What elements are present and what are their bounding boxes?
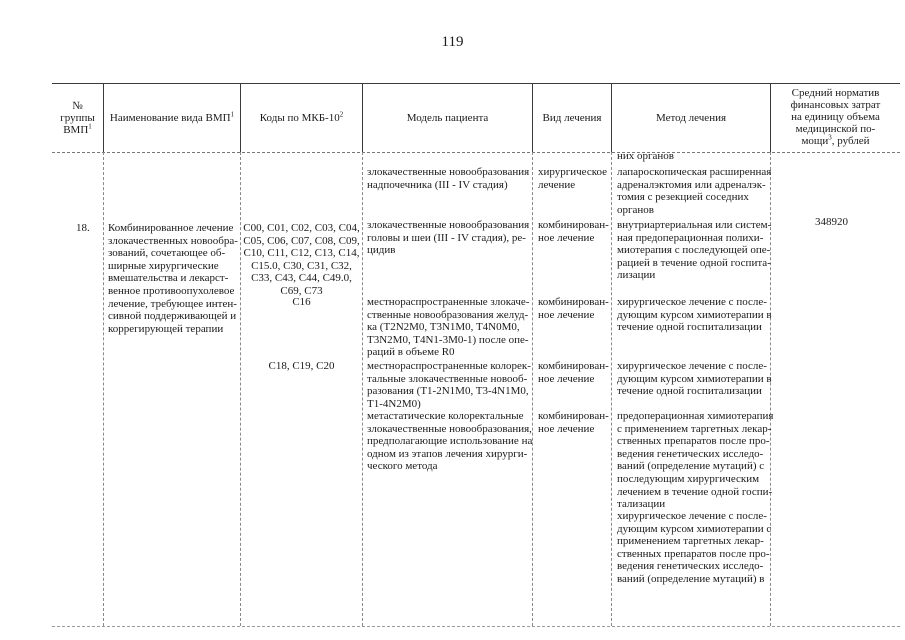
text-line: ственных препаратов после про- <box>617 547 770 560</box>
text-line: надпочечника (III - IV стадия) <box>367 178 508 191</box>
text-line: ка (T2N2M0, T3N1M0, T4N0M0, <box>367 321 520 334</box>
text-line: тализации <box>617 498 666 511</box>
text-line: C15.0, C30, C31, C32, <box>251 259 352 272</box>
text-line: ширные хирургические <box>108 259 219 272</box>
adrenal-treatment-type <box>538 166 607 191</box>
head-neck-treatment-method <box>617 219 771 282</box>
carry-over-method <box>617 150 674 163</box>
text-line: лизации <box>617 269 656 282</box>
text-line: местнораспространенные колорек- <box>367 360 531 372</box>
text-line: злокачественные новообразования <box>367 166 530 178</box>
group-number-text: 18. <box>76 222 90 234</box>
header-patient-model <box>363 88 532 148</box>
text-line: T3N2M0, T4N1-3M0-1) после опе- <box>367 333 529 346</box>
colorectal-treatment-method <box>617 360 772 398</box>
text-line: C18, C19, C20 <box>268 360 335 372</box>
text-line: ственные новообразования желуд- <box>367 308 529 321</box>
stomach-icd-codes <box>241 296 362 309</box>
text-line: хирургическое лечение с после- <box>617 296 767 308</box>
text-line: зований, сочетающее об- <box>108 247 226 260</box>
text-line: ное лечение <box>538 308 595 321</box>
vmp-name <box>108 222 238 335</box>
header-treatment-type <box>533 88 611 148</box>
column-divider <box>103 152 104 626</box>
text-line: дующим курсом химиотерапии в <box>617 372 772 385</box>
column-divider <box>362 152 363 626</box>
header-icd-codes <box>241 88 362 148</box>
head-neck-treatment-type <box>538 219 609 244</box>
header-average-cost-line: медицинской по- <box>795 123 876 135</box>
header-group-number-line: № <box>72 100 83 112</box>
text-line: внутриартериальная или систем- <box>617 219 772 231</box>
colorectal-patient-model <box>367 360 531 410</box>
text-line: сивной поддерживающей и <box>108 310 237 323</box>
text-line: злокачественные новообразования <box>367 219 530 231</box>
text-line: ческого метода <box>367 460 438 473</box>
text-line: злокачественных новообра- <box>108 234 238 247</box>
text-line: вмешательства и лекарст- <box>108 272 229 285</box>
text-line: цидив <box>367 244 396 257</box>
text-line: комбинирован- <box>538 410 609 422</box>
footnote-mark: 1 <box>230 110 235 119</box>
text-line: лечение <box>538 178 576 191</box>
text-line: одном из этапов лечения хирурги- <box>367 447 528 460</box>
text-line: рацией в течение одной госпита- <box>617 256 771 269</box>
header-average-cost-line: , рублей <box>831 135 870 147</box>
header-average-cost-line: на единицу объема <box>791 111 880 123</box>
page-number: 119 <box>441 34 464 50</box>
header-group-number-line: группы <box>60 112 95 124</box>
footnote-mark: 2 <box>339 110 344 119</box>
text-line: C00, C01, C02, C03, C04, <box>243 222 360 234</box>
text-line: ное лечение <box>538 372 595 385</box>
column-divider <box>611 152 612 626</box>
metastatic-treatment-type <box>538 410 609 435</box>
header-patient-model-text: Модель пациента <box>406 112 489 124</box>
adrenal-treatment-method <box>617 166 771 216</box>
text-line: венное противоопухолевое <box>108 284 235 297</box>
text-line: комбинирован- <box>538 219 609 231</box>
colorectal-icd-codes <box>241 360 362 373</box>
text-line: разования (T1-2N1M0, T3-4N1M0, <box>367 385 529 398</box>
text-line: C16 <box>292 296 311 308</box>
text-line: ное лечение <box>538 422 595 435</box>
header-group-number-line: ВМП <box>63 124 89 136</box>
adrenal-patient-model <box>367 166 529 191</box>
text-line: раций в объеме R0 <box>367 346 455 359</box>
header-vmp-name-text: Наименование вида ВМП <box>109 112 231 124</box>
metastatic-patient-model <box>367 410 532 473</box>
head-neck-patient-model <box>367 219 529 257</box>
text-line: последующим хирургическим <box>617 472 760 485</box>
colorectal-treatment-type <box>538 360 609 385</box>
text-line: хирургическое <box>538 166 608 178</box>
text-line: дующим курсом химиотерапии с <box>617 522 772 535</box>
text-line: предоперационная химиотерапия <box>617 410 774 422</box>
text-line: томия с резекцией соседних <box>617 191 749 204</box>
text-line: головы и шеи (III - IV стадия), ре- <box>367 231 526 244</box>
text-line: Комбинированное лечение <box>108 222 234 234</box>
text-line: хирургическое лечение с после- <box>617 360 767 372</box>
text-line: C33, C43, C44, C49.0, <box>251 272 352 285</box>
cost-value-text: 348920 <box>815 216 848 228</box>
text-line: ваний (определение мутаций) в <box>617 572 765 585</box>
header-bottom-border <box>52 152 900 153</box>
header-average-cost-line: Средний норматив <box>791 87 880 99</box>
text-line: ная предоперационная полихи- <box>617 231 764 244</box>
stomach-patient-model <box>367 296 529 359</box>
text-line: T1-4N2M0) <box>367 397 421 410</box>
head-neck-icd-codes <box>241 222 362 298</box>
text-line: метастатические колоректальные <box>367 410 524 422</box>
group-number <box>76 222 90 235</box>
text-line: предполагающие использование на <box>367 435 533 448</box>
text-line: течение одной госпитализации <box>617 385 762 398</box>
text-line: органов <box>617 203 654 216</box>
header-vmp-name <box>104 88 240 148</box>
header-treatment-method-text: Метод лечения <box>655 112 727 124</box>
text-line: местнораспространенные злокаче- <box>367 296 530 308</box>
stomach-treatment-method <box>617 296 772 334</box>
footnote-mark: 3 <box>828 133 832 142</box>
header-average-cost-line: мощи <box>801 135 829 147</box>
text-line: течение одной госпитализации <box>617 321 762 334</box>
text-line: C05, C06, C07, C08, C09, <box>243 234 360 247</box>
text-line: них органов <box>617 150 674 162</box>
text-line: злокачественные новообразования, <box>367 422 532 435</box>
header-group-number <box>52 88 103 148</box>
table-bottom-edge <box>52 626 900 627</box>
text-line: комбинирован- <box>538 360 609 372</box>
text-line: ведения генетических исследо- <box>617 560 764 573</box>
header-treatment-type-text: Вид лечения <box>542 112 602 124</box>
header-average-cost-line: финансовых затрат <box>790 99 881 111</box>
text-line: адреналэктомия или адреналэк- <box>617 178 766 191</box>
text-line: хирургическое лечение с после- <box>617 510 767 522</box>
text-line: с применением таргетных лекар- <box>617 422 772 435</box>
text-line: C69, C73 <box>280 284 323 297</box>
header-treatment-method <box>612 88 770 148</box>
footnote-mark: 1 <box>88 122 92 131</box>
text-line: тальные злокачественные новооб- <box>367 372 528 385</box>
text-line: лечение, требующее интен- <box>108 297 237 310</box>
header-icd-codes-text: Коды по МКБ-10 <box>259 112 340 124</box>
header-average-cost <box>771 84 900 150</box>
text-line: применением таргетных лекар- <box>617 535 764 548</box>
text-line: коррегирующей терапии <box>108 322 224 335</box>
text-line: лапароскопическая расширенная <box>617 166 772 178</box>
text-line: миотерапия с последующей опе- <box>617 244 771 257</box>
text-line: ственных препаратов после про- <box>617 435 770 448</box>
text-line: лечением в течение одной госпи- <box>617 485 773 498</box>
text-line: дующим курсом химиотерапии в <box>617 308 772 321</box>
text-line: ное лечение <box>538 231 595 244</box>
average-cost-value <box>815 216 848 229</box>
text-line: ведения генетических исследо- <box>617 447 764 460</box>
text-line: C10, C11, C12, C13, C14, <box>243 247 360 260</box>
column-divider <box>532 152 533 626</box>
text-line: ваний (определение мутаций) с <box>617 460 765 473</box>
stomach-treatment-type <box>538 296 609 321</box>
metastatic-treatment-method-2 <box>617 510 771 586</box>
metastatic-treatment-method <box>617 410 773 511</box>
text-line: комбинирован- <box>538 296 609 308</box>
